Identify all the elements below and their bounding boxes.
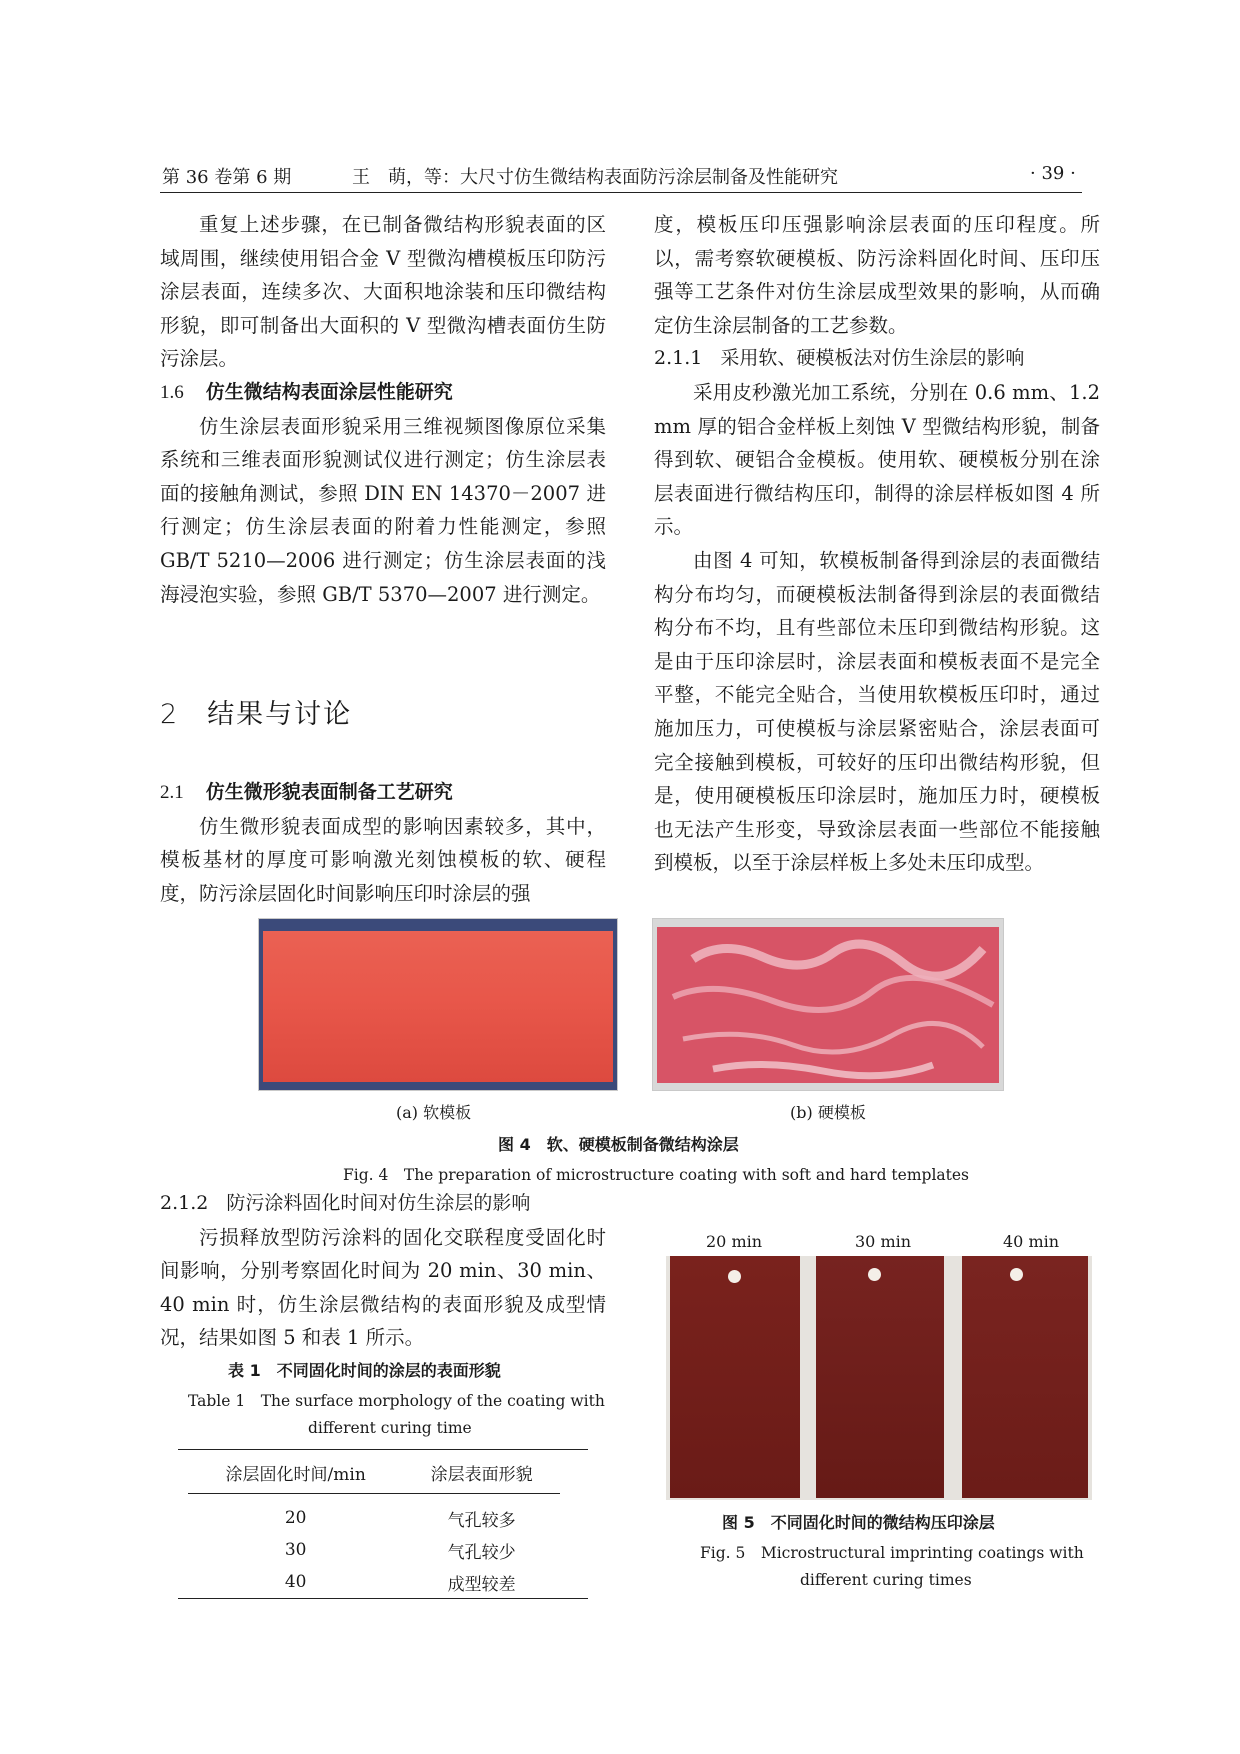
paragraph-2-1-1-b: 由图 4 可知，软模板制备得到涂层的表面微结构分布均匀，而硬模板法制备得到涂层的表面微结构分布不均，且有些部位未压印到微结构形貌。这是由于压印涂层时，涂层表面和模板表面不是完全平整，不能完全贴合，当使用软模板压印时，通过施加压力，可使模板与涂层紧密贴合，涂层表面可完全接触到模板，可较好的压印出微结构形貌，但是，使用硬模板压印涂层时，施加压力时，硬模板也无法产生形变，导致涂层表面一些部位不能接触到模板，以至于涂层样板上多处未压印成型。 [654, 548, 1100, 875]
section-1-6-heading [160, 376, 606, 410]
section-2-1-2 [160, 1187, 606, 1355]
section-2-heading [160, 692, 352, 731]
figure-5-label-40min: 40 min [1003, 1232, 1060, 1251]
figure-5-caption-zh: 图 5 不同固化时间的微结构压印涂层 [722, 1513, 995, 1532]
table-cell: 40 [284, 1572, 307, 1592]
table-cell: 30 [284, 1540, 307, 1560]
paragraph-repeat-steps: 重复上述步骤，在已制备微结构形貌表面的区域周围，继续使用铝合金 V 型微沟槽模板压印防污涂层表面，连续多次、大面积地涂装和压印微结构形貌，即可制备出大面积的 V 型微沟槽表面仿生防污涂层。 [160, 213, 606, 371]
table-header-cell: 涂层表面形貌 [403, 1451, 560, 1494]
section-title: 防污涂料固化时间对仿生涂层的影响 [226, 1192, 531, 1214]
table-1-title-en: Table 1 The surface morphology of the coating with [188, 1392, 605, 1410]
section-title: 采用软、硬模板法对仿生涂层的影响 [720, 347, 1025, 370]
section-number: 2.1 [160, 782, 184, 803]
figure-4b-label: (b) 硬模板 [790, 1103, 866, 1122]
figure-5-photo [666, 1256, 1092, 1500]
coating-sample-hard [653, 919, 1003, 1090]
figure-4b-hard-template-photo [652, 918, 1004, 1091]
section-title: 结果与讨论 [207, 699, 353, 730]
section-2-1-2-heading [160, 1187, 606, 1221]
hanging-hole [1010, 1268, 1023, 1281]
figure-5-label-20min: 20 min [706, 1232, 763, 1251]
section-number: 2 [160, 699, 180, 730]
table-cell: 气孔较多 [447, 1510, 516, 1531]
hanging-hole [868, 1268, 881, 1281]
coating-panel-20min [670, 1256, 800, 1498]
table-top-rule [178, 1449, 588, 1450]
figure-4-caption-zh: 图 4 软、硬模板制备微结构涂层 [498, 1135, 739, 1154]
right-column [654, 208, 1100, 880]
table-row [188, 1566, 560, 1598]
table-header-row [188, 1451, 560, 1494]
left-column [160, 208, 606, 611]
table-cell: 20 [284, 1508, 307, 1528]
section-2-1-1-heading [654, 342, 1100, 376]
left-column-lower [160, 776, 606, 910]
section-title: 仿生微形貌表面制备工艺研究 [205, 781, 453, 803]
figure-5-caption-en-cont: different curing times [800, 1571, 972, 1589]
coating-panel-30min [816, 1256, 944, 1498]
table-1-title-zh: 表 1 不同固化时间的涂层的表面形貌 [228, 1361, 501, 1380]
paragraph-2-1-2: 污损释放型防污涂料的固化交联程度受固化时间影响，分别考察固化时间为 20 min、30 min、40 min 时，仿生涂层微结构的表面形貌及成型情况，结果如图 5 和表 1 所示。 [160, 1225, 606, 1350]
running-title: 王 萌，等：大尺寸仿生微结构表面防污涂层制备及性能研究 [352, 167, 838, 188]
page-number: · 39 · [1030, 163, 1076, 184]
figure-4a-label: (a) 软模板 [396, 1103, 472, 1122]
table-row [188, 1534, 560, 1566]
section-title: 仿生微结构表面涂层性能研究 [205, 380, 453, 403]
table-bottom-rule [178, 1598, 588, 1599]
coating-panel-40min [962, 1256, 1088, 1498]
table-row [188, 1494, 560, 1535]
section-number: 2.1.1 [654, 347, 703, 370]
figure-4a-soft-template-photo [258, 918, 618, 1091]
header-rule [160, 192, 1082, 193]
table-cell: 气孔较少 [447, 1542, 516, 1563]
table-1-title-en-cont: different curing time [308, 1419, 472, 1437]
section-number: 2.1.2 [160, 1192, 209, 1214]
paragraph-1-6: 仿生涂层表面形貌采用三维视频图像原位采集系统和三维表面形貌测试仪进行测定；仿生涂层表面的接触角测试，参照 DIN EN 14370－2007 进行测定；仿生涂层表面的附着力性能测定，参照 GB/T 5210—2006 进行测定；仿生涂层表面的浅海浸泡实验，参照 GB/T 5370—2007 进行测定。 [160, 414, 606, 606]
figure-4-caption-en: Fig. 4 The preparation of microstructure coating with soft and hard templates [343, 1166, 970, 1184]
table-1 [188, 1451, 560, 1598]
section-2-1-heading [160, 776, 606, 810]
table-header-cell: 涂层固化时间/min [188, 1451, 403, 1494]
journal-volume: 第 36 卷第 6 期 [162, 167, 292, 188]
section-number: 1.6 [160, 381, 184, 403]
figure-5-label-30min: 30 min [855, 1232, 912, 1251]
paragraph-continued: 度，模板压印压强影响涂层表面的压印程度。所以，需考察软硬模板、防污涂料固化时间、压印压强等工艺条件对仿生涂层成型效果的影响，从而确定仿生涂层制备的工艺参数。 [654, 213, 1100, 337]
coating-sample-soft [263, 931, 613, 1082]
hanging-hole [728, 1270, 741, 1283]
figure-5-caption-en: Fig. 5 Microstructural imprinting coatings with [700, 1544, 1084, 1562]
paragraph-2-1: 仿生微形貌表面成型的影响因素较多，其中，模板基材的厚度可影响激光刻蚀模板的软、硬程度，防污涂层固化时间影响压印时涂层的强 [160, 814, 606, 905]
paragraph-2-1-1-a: 采用皮秒激光加工系统，分别在 0.6 mm、1.2 mm 厚的铝合金样板上刻蚀 V 型微结构形貌，制备得到软、硬铝合金模板。使用软、硬模板分别在涂层表面进行微结构压印，制得的涂层样板如图 4 所示。 [654, 380, 1100, 539]
table-cell: 成型较差 [447, 1574, 516, 1595]
